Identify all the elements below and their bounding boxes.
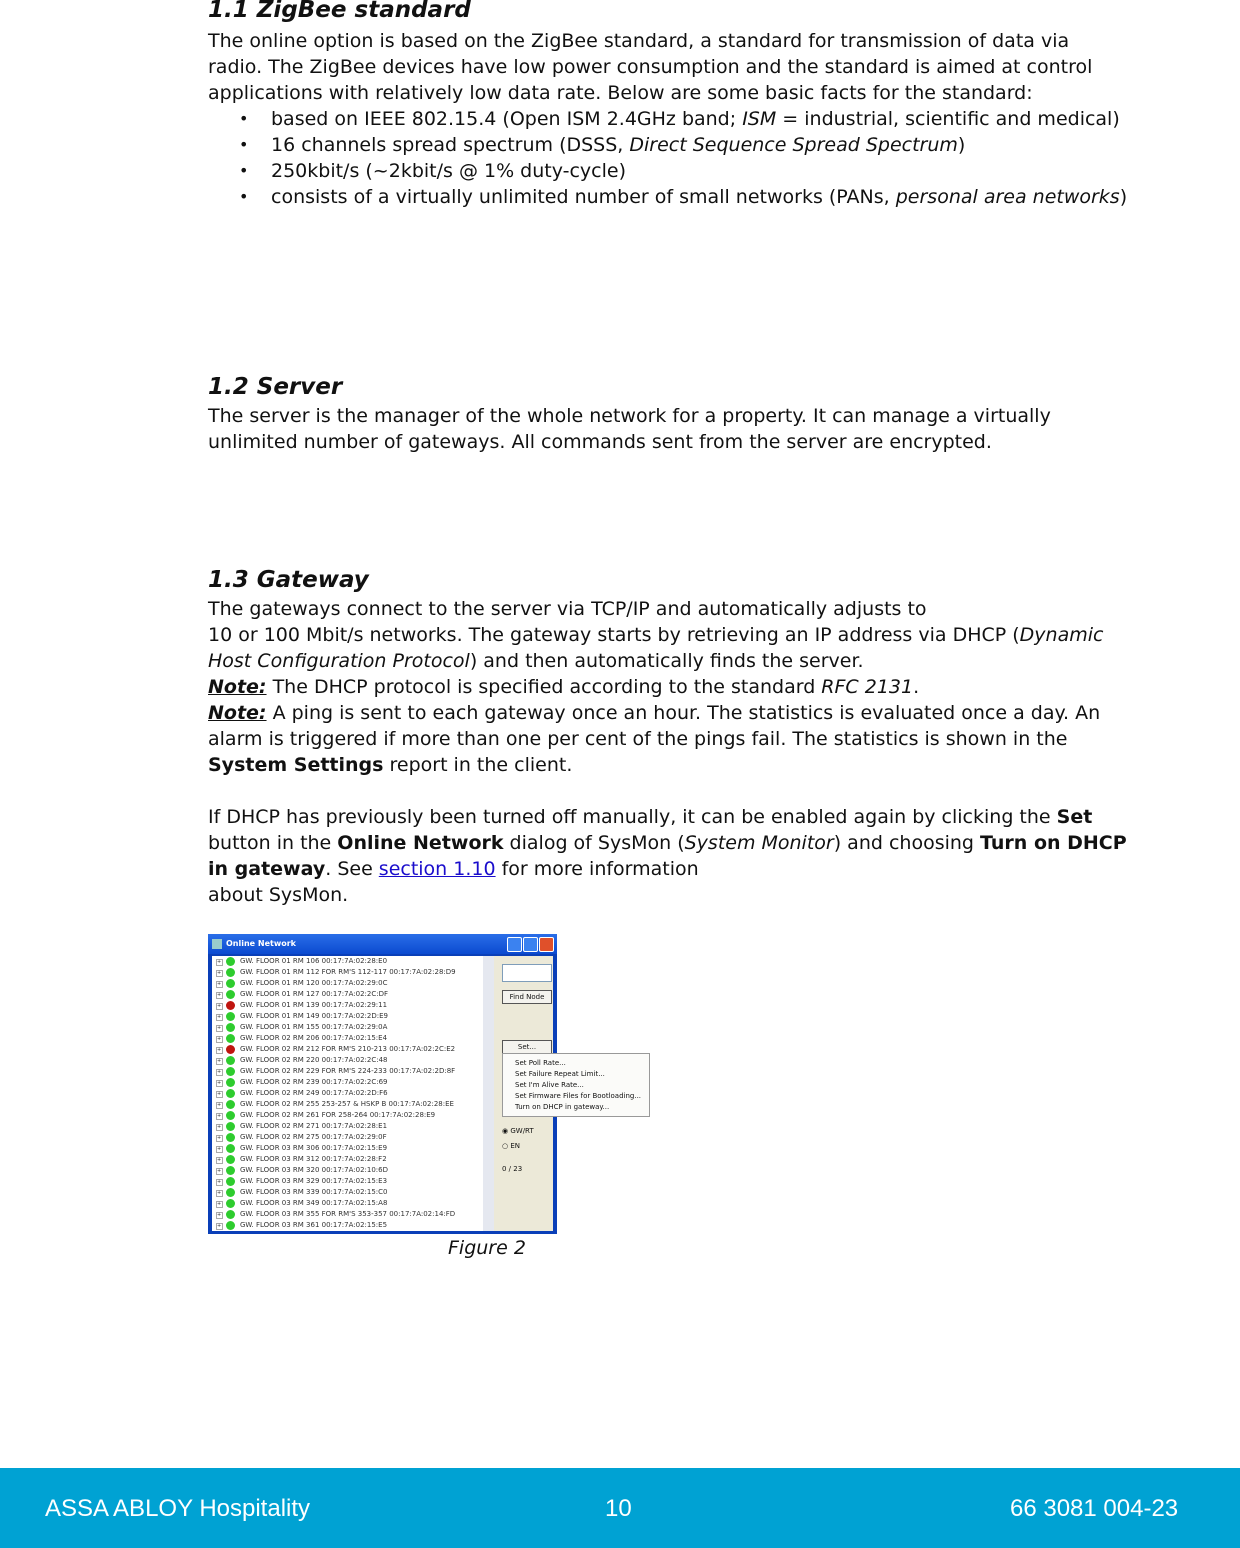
status-icon [226,1023,235,1032]
expand-icon[interactable]: + [217,1157,222,1163]
menu-item[interactable]: Set Poll Rate... [515,1059,566,1067]
gateway-row[interactable] [212,1209,494,1220]
maximize-icon[interactable] [523,937,538,952]
gateway-list [212,956,494,1231]
status-icon [226,1056,235,1065]
node-count: 0 / 23 [502,1165,523,1173]
note-ping: Note: A ping is sent to each gateway once an hour. The statistics is evaluated once a day. An alarm is triggered if more than one per cent of the pings fail. The statistics is shown in the System Settings report in the client. [208,702,1101,776]
gateway-row[interactable] [212,1198,494,1209]
status-icon [226,1078,235,1087]
status-icon [226,1012,235,1021]
status-icon [226,1210,235,1219]
gateway-label: GW. FLOOR 03 RM 329 00:17:7A:02:15:E3 [240,1177,388,1185]
expand-icon[interactable]: + [217,1025,222,1031]
status-icon [226,1100,235,1109]
status-icon [226,1111,235,1120]
gateway-row[interactable] [212,1165,494,1176]
gateway-label: GW. FLOOR 01 RM 127 00:17:7A:02:2C:DF [240,990,389,998]
gateway-label: GW. FLOOR 01 RM 139 00:17:7A:02:29:11 [240,1001,388,1009]
heading-server: 1.2 Server [208,374,343,400]
gateway-label: GW. FLOOR 02 RM 275 00:17:7A:02:29:0F [240,1133,387,1141]
expand-icon[interactable]: + [217,1223,222,1229]
gateway-row[interactable] [212,1077,494,1088]
list-scrollbar[interactable] [483,956,494,1231]
gateway-label: GW. FLOOR 01 RM 106 00:17:7A:02:28:E0 [240,957,388,965]
gateway-row[interactable] [212,1066,494,1077]
gateway-row[interactable] [212,1176,494,1187]
expand-icon[interactable]: + [217,1135,222,1141]
heading-zigbee: 1.1 ZigBee standard [208,0,471,23]
app-icon [212,939,222,949]
gateway-row[interactable] [212,1022,494,1033]
set-button[interactable]: Set... [502,1040,552,1054]
status-icon [226,979,235,988]
expand-icon[interactable]: + [217,1190,222,1196]
expand-icon[interactable]: + [217,1069,222,1075]
gateway-label: GW. FLOOR 02 RM 255 253-257 & HSKP B 00:17:7A:02:28:EE [240,1100,454,1108]
gateway-label: GW. FLOOR 01 RM 112 FOR RM'S 112-117 00:17:7A:02:28:D9 [240,968,456,976]
section-gateway [208,567,1128,908]
gateway-text: The gateways connect to the server via TCP/IP and automatically adjusts to 10 or 100 Mbit/s networks. The gateway starts by retrieving an IP address via DHCP (Dynamic Host Configuration Protocol) and then automatically finds the server. [208,598,1104,672]
status-icon [226,1045,235,1054]
expand-icon[interactable]: + [217,1102,222,1108]
menu-item[interactable]: Set Failure Repeat Limit... [515,1070,605,1078]
set-menu [502,1053,650,1117]
heading-gateway: 1.3 Gateway [208,567,369,593]
gateway-row[interactable] [212,989,494,1000]
gateway-row[interactable] [212,1055,494,1066]
status-icon [226,1166,235,1175]
search-input[interactable] [502,964,552,982]
find-node-button[interactable]: Find Node [502,990,552,1004]
list-item: • 250kbit/s (~2kbit/s @ 1% duty-cycle) [208,158,1128,184]
gateway-row[interactable] [212,1033,494,1044]
gateway-label: GW. FLOOR 02 RM 220 00:17:7A:02:2C:48 [240,1056,388,1064]
status-icon [226,1089,235,1098]
expand-icon[interactable]: + [217,1080,222,1086]
gateway-label: GW. FLOOR 03 RM 361 00:17:7A:02:15:E5 [240,1221,388,1229]
gateway-label: GW. FLOOR 01 RM 149 00:17:7A:02:2D:E9 [240,1012,388,1020]
gateway-label: GW. FLOOR 02 RM 239 00:17:7A:02:2C:69 [240,1078,388,1086]
footer [0,1468,1240,1548]
gateway-row[interactable] [212,1044,494,1055]
gateway-label: GW. FLOOR 03 RM 320 00:17:7A:02:10:6D [240,1166,389,1174]
gateway-label: GW. FLOOR 02 RM 271 00:17:7A:02:28:E1 [240,1122,388,1130]
expand-icon[interactable]: + [217,1014,222,1020]
status-icon [226,990,235,999]
gateway-row[interactable] [212,1110,494,1121]
gateway-row[interactable] [212,1088,494,1099]
gateway-row[interactable] [212,1000,494,1011]
gateway-label: GW. FLOOR 03 RM 306 00:17:7A:02:15:E9 [240,1144,388,1152]
status-icon [226,1188,235,1197]
document-number: 66 3081 004-23 [1010,1495,1179,1522]
menu-item[interactable]: Set I'm Alive Rate... [515,1081,584,1089]
status-icon [226,1221,235,1230]
footer-brand: ASSA ABLOY Hospitality [45,1495,311,1522]
status-icon [226,1034,235,1043]
expand-icon[interactable]: + [217,1036,222,1042]
gateway-row[interactable] [212,1121,494,1132]
page-number: 10 [605,1495,632,1522]
figure-caption: Figure 2 [448,1237,526,1259]
status-icon [226,968,235,977]
dhcp-instructions: If DHCP has previously been turned off manually, it can be enabled again by clicking the Set button in the Online Network dialog of SysMon (System Monitor) and choosing Turn on DHCP in gateway. See section 1.10 for more information about SysMon. [208,806,1127,906]
note-dhcp: Note: The DHCP protocol is specified according to the standard RFC 2131. [208,676,920,698]
radio-gwrt[interactable]: ◉ GW/RT [502,1127,534,1135]
gateway-row[interactable] [212,967,494,978]
expand-icon[interactable]: + [217,992,222,998]
status-icon [226,1001,235,1010]
list-item: • consists of a virtually unlimited number of small networks (PANs, personal area networks) [208,184,1128,210]
expand-icon[interactable]: + [217,1003,222,1009]
gateway-label: GW. FLOOR 01 RM 120 00:17:7A:02:29:0C [240,979,388,987]
gateway-row[interactable] [212,1143,494,1154]
status-icon [226,1067,235,1076]
gateway-row[interactable] [212,1011,494,1022]
expand-icon[interactable]: + [217,1201,222,1207]
status-icon [226,957,235,966]
gateway-row[interactable] [212,1154,494,1165]
gateway-label: GW. FLOOR 02 RM 212 FOR RM'S 210-213 00:17:7A:02:2C:E2 [240,1045,456,1053]
gateway-row[interactable] [212,978,494,989]
gateway-label: GW. FLOOR 02 RM 206 00:17:7A:02:15:E4 [240,1034,388,1042]
expand-icon[interactable]: + [217,1146,222,1152]
gateway-label: GW. FLOOR 03 RM 355 FOR RM'S 353-357 00:17:7A:02:14:FD [240,1210,456,1218]
expand-icon[interactable]: + [217,959,222,965]
section-server [208,374,1128,455]
expand-icon[interactable]: + [217,1124,222,1130]
server-text: The server is the manager of the whole network for a property. It can manage a virtually unlimited number of gateways. All commands sent from the server are encrypted. [208,405,1051,453]
gateway-row[interactable] [212,1187,494,1198]
expand-icon[interactable]: + [217,1091,222,1097]
list-item: • 16 channels spread spectrum (DSSS, Direct Sequence Spread Spectrum) [208,132,1128,158]
list-item: • based on IEEE 802.15.4 (Open ISM 2.4GHz band; ISM = industrial, scientific and medical) [208,106,1128,132]
expand-icon[interactable]: + [217,1179,222,1185]
section-link[interactable]: section 1.10 [378,858,496,880]
gateway-label: GW. FLOOR 02 RM 249 00:17:7A:02:2D:F6 [240,1089,388,1097]
expand-icon[interactable]: + [217,1047,222,1053]
status-icon [226,1133,235,1142]
status-icon [226,1199,235,1208]
expand-icon[interactable]: + [217,1212,222,1218]
menu-item[interactable]: Set Firmware Files for Bootloading... [515,1092,642,1100]
status-icon [226,1144,235,1153]
menu-item[interactable]: Turn on DHCP in gateway... [515,1103,610,1111]
gateway-row[interactable] [212,1132,494,1143]
gateway-label: GW. FLOOR 03 RM 339 00:17:7A:02:15:C0 [240,1188,388,1196]
minimize-icon[interactable] [507,937,522,952]
expand-icon[interactable]: + [217,970,222,976]
gateway-row[interactable] [212,1220,494,1231]
expand-icon[interactable]: + [217,1168,222,1174]
expand-icon[interactable]: + [217,1113,222,1119]
zigbee-intro: The online option is based on the ZigBee standard, a standard for transmission of data via radio. The ZigBee devices have low power consumption and the standard is aimed at control applications with relatively low data rate. Below are some basic facts for the standard: [208,30,1093,104]
status-icon [226,1177,235,1186]
section-zigbee [208,0,1128,210]
gateway-label: GW. FLOOR 01 RM 155 00:17:7A:02:29:0A [240,1023,388,1031]
expand-icon[interactable]: + [217,1058,222,1064]
zigbee-facts [208,106,1128,210]
gateway-row[interactable] [212,956,494,967]
figure-online-network [208,934,652,1234]
status-icon [226,1122,235,1131]
expand-icon[interactable]: + [217,981,222,987]
gateway-label: GW. FLOOR 02 RM 261 FOR 258-264 00:17:7A:02:28:E9 [240,1111,436,1119]
window-titlebar: Online Network [208,934,557,954]
gateway-label: GW. FLOOR 03 RM 312 00:17:7A:02:28:F2 [240,1155,387,1163]
gateway-label: GW. FLOOR 03 RM 349 00:17:7A:02:15:A8 [240,1199,388,1207]
status-icon [226,1155,235,1164]
close-icon[interactable] [539,937,554,952]
gateway-row[interactable] [212,1099,494,1110]
gateway-label: GW. FLOOR 02 RM 229 FOR RM'S 224-233 00:17:7A:02:2D:8F [240,1067,456,1075]
radio-en[interactable]: ○ EN [502,1142,521,1150]
